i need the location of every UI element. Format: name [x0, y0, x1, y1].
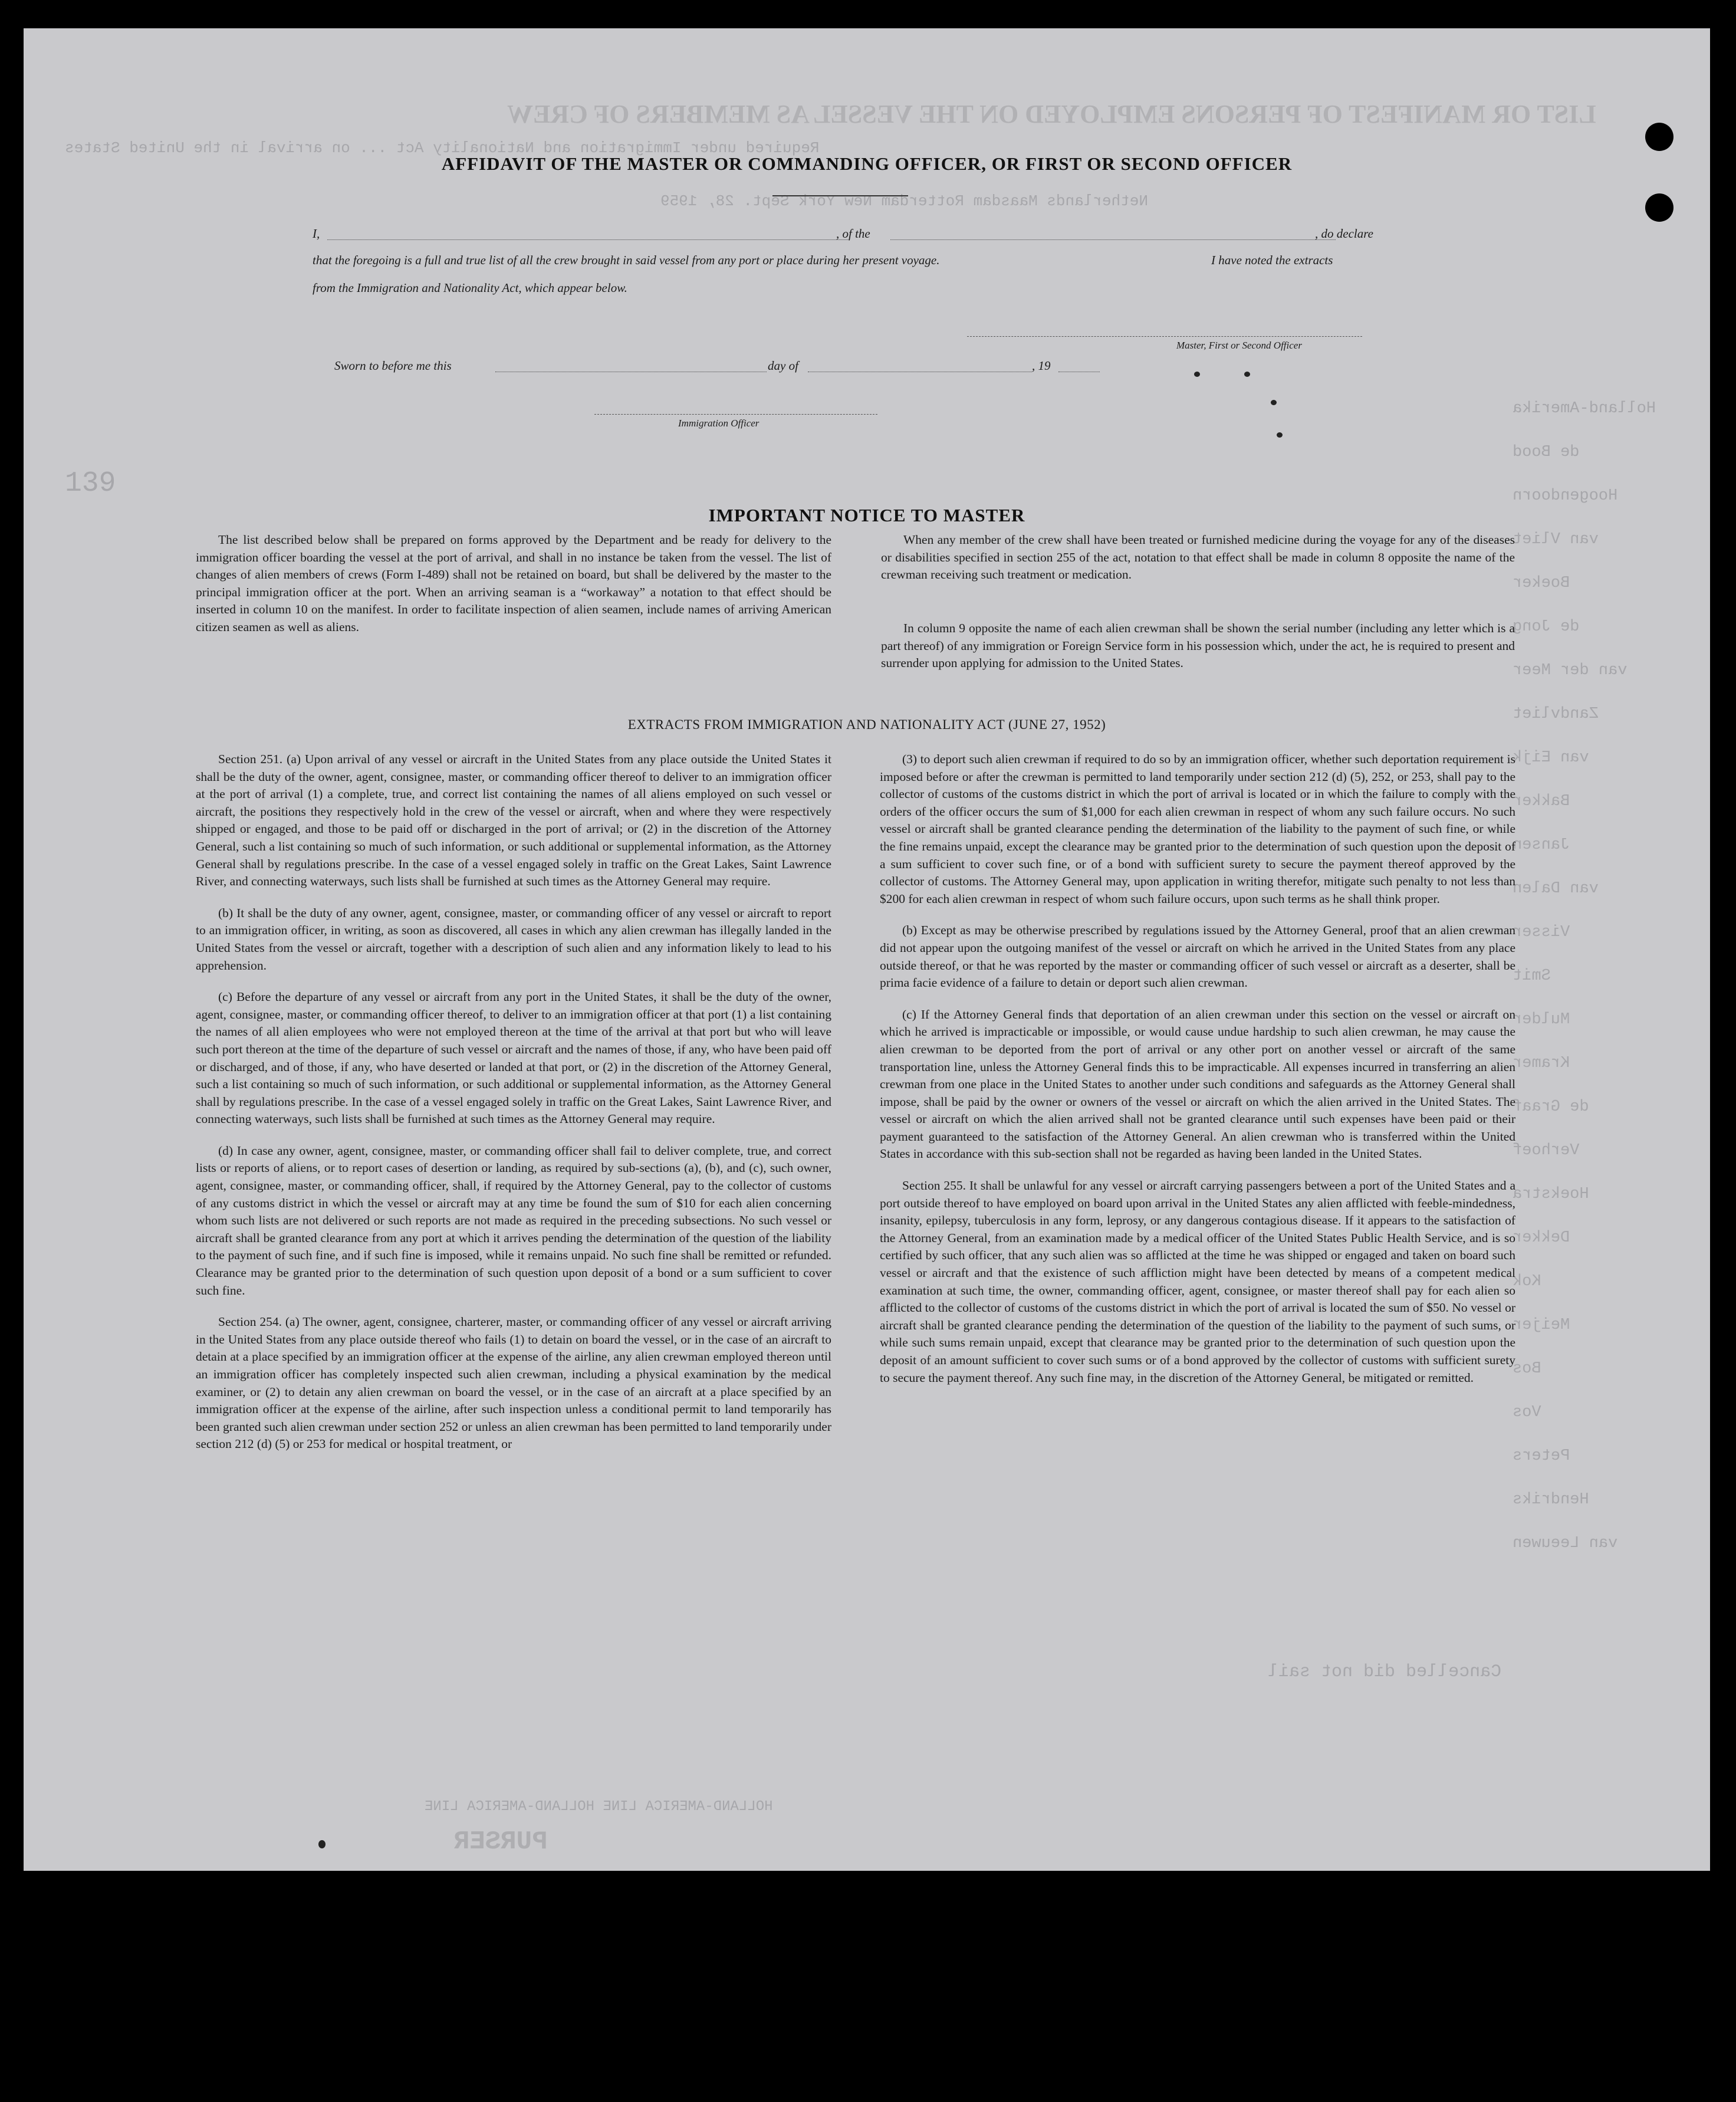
ghost-crew-name: Dekker	[1513, 1229, 1570, 1247]
ghost-crew-name: Hoogendoorn	[1513, 487, 1618, 505]
ink-speck	[1277, 432, 1283, 438]
ghost-footer: HOLLAND-AMERICA LINE HOLLAND-AMERICA LINE	[425, 1799, 773, 1815]
ghost-crew-name: Smit	[1513, 967, 1551, 985]
ghost-crew-name: Kramer	[1513, 1055, 1570, 1072]
master-signature-line	[967, 336, 1362, 337]
title-rule	[772, 195, 908, 196]
year-label: , 19	[1032, 359, 1051, 373]
declaration-line-3: from the Immigration and Nationality Act, which appear below.	[313, 281, 627, 295]
ghost-manifest-title: LIST OR MANIFEST OF PERSONS EMPLOYED ON THE VESSEL AS MEMBERS OF CREW	[507, 100, 1596, 129]
extracts-title: EXTRACTS FROM IMMIGRATION AND NATIONALITY ACT (JUNE 27, 1952)	[627, 717, 1106, 732]
ghost-crew-name: van Eijk	[1513, 749, 1589, 767]
section-254-c: (c) If the Attorney General finds that deportation of an alien crewman under this section on the vessel or aircraft on which he arrived is impracticable or impossible, or would cause undue hardship to such alien crewman, he may cause the alien crewman to be deported from the port of arrival or any other port on another vessel or aircraft of the same transportation line, unless the Attorney General finds this to be impracticable. All expenses incurred in transferring an alien crewman from one place in the United States to another under such conditions and safeguards as the Attorney General shall impose, shall be paid by the owner or owners of the vessel or aircraft on which the alien arrived in the United States. The vessel or aircraft on which the alien arrived shall not be granted clearance until such expenses have been paid or their payment guaranteed to the satisfaction of the Attorney General. An alien crewman who is transferred within the United States in accordance with this sub-section shall not be regarded as having been landed in the United States.	[880, 1007, 1515, 1161]
ghost-crew-name: de Bood	[1513, 444, 1580, 461]
immigration-officer-caption: Immigration Officer	[678, 418, 760, 429]
extracts-right-column	[880, 751, 1515, 1401]
declaration-line-2-right: I have noted the extracts	[1211, 253, 1333, 267]
section-251-c: (c) Before the departure of any vessel or aircraft from any port in the United States, it shall be the duty of the owner, agent, consignee, master, or commanding officer thereof, to deliver to an immigration officer at that port (1) a list containing the names of all alien employees who were not employed thereon at the time of the arrival at that port but who will leave such port thereon at the time of the departure of such vessel or aircraft and the names of those, if any, who have been paid off or discharged, and of those, if any, who have deserted or landed at that port, or (2) in the discretion of the Attorney General, such a list containing so much of such information, or such additional or supplemental information, as the Attorney General shall by regulations prescribe. In the case of a vessel engaged solely in traffic on the Great Lakes, Saint Lawrence River, and connecting waterways, such lists shall be furnished at such times as the Attorney General may require.	[196, 990, 831, 1126]
section-254-a: Section 254. (a) The owner, agent, consignee, charterer, master, or commanding officer of any vessel or aircraft arriving in the United States from any place outside thereof who fails (1) to detain on board the vessel, or in the case of an aircraft to detain at a place specified by an immigration officer at the expense of the airline, any alien crewman employed thereon until an immigration officer has completely inspected such alien crewman, including a physical examination by the medical examiner, or (2) to detain any alien crewman on board the vessel, or in the case of an aircraft at a place specified by an immigration officer at the expense of the airline, after such inspection unless a conditional permit to land temporarily has been granted such alien crewman under section 252 or unless an alien crewman has been permitted to land temporarily under section 212 (d) (5) or 253 for medical or hospital treatment, or	[196, 1315, 831, 1451]
punch-hole	[1645, 123, 1673, 151]
declaration-i-label: I,	[313, 226, 320, 241]
section-254-a-continued: (3) to deport such alien crewman if required to do so by an immigration officer, whether such deportation requirement is imposed before or after the crewman is permitted to land temporarily under section 212 (d) (5), 252, or 253, shall pay to the collector of customs of the customs district in which the port of arrival is located or in which the failure to comply with the orders of the officer occurs the sum of $1,000 for each alien crewman in respect of whom any such failure occurs. No such vessel or aircraft shall be granted clearance pending the determination of the liability to the payment of such fine, or while the fine remains unpaid, except the clearance may be granted prior to the determination of such question upon the deposit of a sum sufficient to cover such fine, or of a bond with sufficient surety to secure the payment thereof approved by the collector of customs. The Attorney General may, upon application in writing therefor, mitigate such penalty to not less than $200 for each alien crewman in respect of whom such failure occurs, upon such terms as he shall think proper.	[880, 752, 1515, 906]
section-251-b: (b) It shall be the duty of any owner, agent, consignee, master, or commanding officer of any vessel or aircraft to report to an immigration officer, in writing, as soon as discovered, all cases in which any alien crewman has illegally landed in the United States from the vessel or aircraft, together with a description of such alien and any information likely to lead to his apprehension.	[196, 905, 831, 973]
ghost-crew-name: Vos	[1513, 1404, 1541, 1421]
ghost-crew-name: Verhoef	[1513, 1142, 1580, 1160]
section-255: Section 255. It shall be unlawful for any vessel or aircraft carrying passengers between a port of the United States and a port outside thereof to have employed on board upon arrival in the United States any alien afflicted with feeble-mindedness, insanity, epilepsy, tuberculosis in any form, leprosy, or any dangerous contagious disease. If it appears to the satisfaction of the Attorney General, from an examination made by a medical officer of the United States Public Health Service, and is so certified by such officer, that any such alien was so afflicted at the time he was shipped or engaged and taken on board such vessel or aircraft and that the existence of such affliction might have been detected by means of a competent medical examination at such time, the owner, commanding officer, agent, consignee, or master thereof shall pay for each alien so afflicted to the collector of customs of the customs district in which the port of arrival is located the sum of $50. No vessel or aircraft shall be granted clearance pending the determination of the question of the liability to the payment of such sums, or while such sums remain unpaid, except that clearance may be granted prior to the determination of such question upon the deposit of an amount sufficient to cover such sums or of a bond approved by the collector of customs with sufficient surety to secure the payment thereof. Any such fine may, in the discretion of the Attorney General, be mitigated or remitted.	[880, 1178, 1515, 1385]
ghost-crew-name: Mulder	[1513, 1011, 1570, 1029]
ghost-crew-name: van Dalen	[1513, 880, 1599, 898]
ghost-crew-name: Hoekstra	[1513, 1185, 1589, 1203]
ghost-manifest-line: Required under Immigration and Nationality Act ... on arrival in the United States	[65, 139, 820, 157]
notice-right-paragraph-2: In column 9 opposite the name of each alien crewman shall be shown the serial number (including any letter which is a part thereof) of any immigration or Foreign Service form in his possession which, under the act, he is required to present and surrender upon applying for admission to the United States.	[881, 621, 1515, 671]
ghost-crew-name: Kok	[1513, 1273, 1541, 1290]
declaration-line-2: that the foregoing is a full and true list of all the crew brought in said vessel from any port or place during her present voyage.	[313, 253, 940, 267]
notice-left-paragraph: The list described below shall be prepared on forms approved by the Department and be ready for delivery to the immigration officer boarding the vessel at the port of arrival, and shall in no instance be taken from the vessel. The list of changes of alien members of crews (Form I-489) shall not be retained on board, but shall be delivered by the master to the principal immigration officer at the port. When an arriving seaman is a “workaway” a notation to that effect should be inserted in column 10 on the manifest. In order to facilitate inspection of alien seamen, include names of arriving American citizen seamen as well as aliens.	[196, 533, 831, 634]
ghost-crew-name: Visser	[1513, 924, 1570, 941]
ghost-manifest-line: Netherlands Maasdam Rotterdam New York Sept. 28, 1959	[660, 192, 1148, 210]
master-signature-caption: Master, First or Second Officer	[1176, 340, 1302, 351]
section-251-a: Section 251. (a) Upon arrival of any vessel or aircraft in the United States from any place outside the United States it shall be the duty of the owner, agent, consignee, master, or commanding officer thereof to deliver to an immigration officer at the port of arrival (1) a complete, true, and correct list containing the names of all aliens employed on such vessel or aircraft, the positions they respectively hold in the crew of the vessel or aircraft, when and where they were respectively shipped or engaged, and those to be paid off or discharged in the port of arrival; or (2) in the discretion of the Attorney General, such a list containing so much of such information, or such additional or supplemental information, as the Attorney General shall by regulations prescribe. In the case of a vessel engaged solely in traffic on the Great Lakes, Saint Lawrence River, and connecting waterways, such lists shall be furnished at such times as the Attorney General may require.	[196, 752, 831, 889]
declaration-do-declare-label: , do declare	[1315, 226, 1373, 241]
declaration-of-the-label: , of the	[836, 226, 870, 241]
section-254-b: (b) Except as may be otherwise prescribed by regulations issued by the Attorney General, proof that an alien crewman did not appear upon the outgoing manifest of the vessel or aircraft on which he arrived in the United States from any place outside thereof, or that he was reported by the master or commanding officer of such vessel or aircraft as a deserter, shall be prima facie evidence of a failure to detain or deport such alien crewman.	[880, 923, 1515, 990]
document-page	[24, 28, 1710, 1871]
ghost-crew-name: Jansen	[1513, 836, 1570, 854]
ink-speck	[1194, 372, 1200, 377]
ghost-crew-name: de Jong	[1513, 618, 1580, 636]
sworn-label: Sworn to before me this	[334, 359, 452, 373]
immigration-officer-signature-line	[594, 414, 877, 415]
notice-right-paragraph-1: When any member of the crew shall have been treated or furnished medicine during the voyage for any of the diseases or disabilities specified in section 255 of the act, notation to that effect shall be made in column 8 opposite the name of the crewman receiving such treatment or medication.	[881, 533, 1515, 582]
master-name-line	[327, 239, 849, 240]
extracts-left-column	[196, 751, 831, 1467]
ghost-crew-name: Hendriks	[1513, 1491, 1589, 1509]
ink-speck	[1244, 372, 1250, 377]
ink-speck	[318, 1840, 326, 1848]
affidavit-title: AFFIDAVIT OF THE MASTER OR COMMANDING OFFICER, OR FIRST OR SECOND OFFICER	[441, 153, 1293, 174]
ink-speck	[1271, 400, 1277, 405]
punch-hole	[1645, 193, 1673, 222]
ghost-crew-name: van der Meer	[1513, 662, 1628, 679]
ghost-crew-name: Zandvliet	[1513, 705, 1599, 723]
ghost-crew-name: de Graaf	[1513, 1098, 1589, 1116]
ghost-crew-name: Boeker	[1513, 574, 1570, 592]
section-251-d: (d) In case any owner, agent, consignee, master, or commanding officer shall fail to deliver complete, true, and correct lists or reports of aliens, or to report cases of desertion or landing, as required by sub-sections (a), (b), and (c), such owner, agent, consignee, master, or commanding officer, shall, if required by the Attorney General, pay to the collector of customs of any customs district in which the vessel or aircraft may at any time be found the sum of $10 for each alien concerning whom such lists are not delivered or such reports are not made as required in the preceding subsections. No such vessel or aircraft shall be granted clearance from any port at which it arrives pending the determination of the question of the liability to the payment of such fine, and if such fine is imposed, while it remains unpaid. No such fine shall be remitted or refunded. Clearance may be granted prior to the determination of such question upon deposit of a bond or a sum sufficient to cover such fine.	[196, 1143, 831, 1298]
notice-title: IMPORTANT NOTICE TO MASTER	[708, 505, 1025, 526]
ghost-crew-name: Bos	[1513, 1360, 1541, 1378]
ghost-crew-name: Peters	[1513, 1447, 1570, 1465]
vessel-name-line	[890, 239, 1336, 240]
ghost-crew-name: van Leeuwen	[1513, 1535, 1618, 1552]
ghost-purser-stamp: PURSER	[454, 1827, 548, 1857]
ghost-crew-name: Meijer	[1513, 1316, 1570, 1334]
ghost-crew-name: van Vliet	[1513, 531, 1599, 549]
ghost-crew-name: Holland-Amerika	[1513, 400, 1656, 418]
day-of-label: day of	[768, 359, 798, 373]
ghost-manifest-number: 139	[65, 468, 116, 500]
ghost-crew-name: Bakker	[1513, 793, 1570, 810]
ghost-cancelled-note: Cancelled did not sail	[1268, 1662, 1502, 1682]
